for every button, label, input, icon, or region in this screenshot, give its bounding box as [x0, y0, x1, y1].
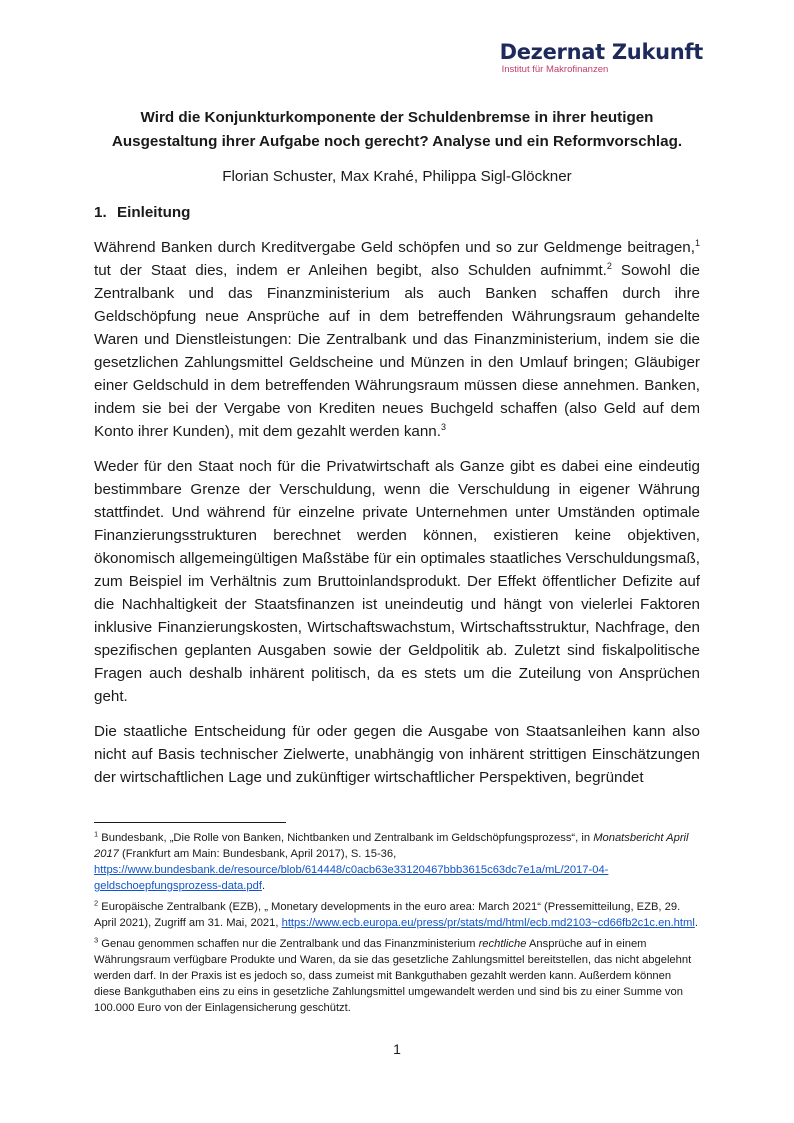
footnote-2-text: Europäische Zentralbank (EZB), „ Monetary developments in the euro area: March 2021“ (Pressemitteilung, EZB, 29. April 2021), Zugriff am 31. Mai, 2021,	[94, 901, 681, 929]
page-number: 1	[393, 1041, 401, 1057]
title-line-1: Wird die Konjunkturkomponente der Schuldenbremse in ihrer heutigen	[140, 109, 654, 126]
paragraph-3: Die staatliche Entscheidung für oder gegen die Ausgabe von Staatsanleihen kann also nicht auf Basis technischer Zielwerte, unabhängig von inhärent strittigen Einschätzungen der wirtschaftlichen Lage und zukünftiger wirtschaftlicher Perspektiven, begründet	[94, 723, 700, 786]
footnote-2-end: .	[694, 917, 698, 929]
footnote-1-number: 1	[94, 829, 99, 839]
title-line-2: Ausgestaltung ihrer Aufgabe noch gerecht? Analyse und ein Reformvorschlag.	[111, 133, 683, 150]
paragraph-2: Weder für den Staat noch für die Privatwirtschaft als Ganze gibt es dabei eine eindeutig bestimmbare Grenze der Verschuldung, wenn die Verschuldung in eigener Währung stattfindet. Und während für einzelne private Unternehmen unter Umständen optimale Finanzierungsstrukturen berechnet werden können, existieren keine objektiven, ökonomisch allgemeingültigen Maßstäbe für ein optimales staatliches Verschuldungsmaß, zum Beispiel im Verhältnis zum Bruttoinlandsprodukt. Der Effekt öffentlicher Defizite auf die Nachhaltigkeit der Staatsfinanzen ist uneindeutig und hängt von vielerlei Faktoren inklusive Finanzierungskosten, Wirtschaftswachstum, Wirtschaftsstruktur, Nachfrage, den spezifischen geplanten Ausgaben sowie der Geldpolitik ab. Zuletzt sind fiskalpolitische Fragen auch deshalb inhärent politisch, da es stets um die Zuteilung von Ansprüchen geht.	[94, 458, 700, 705]
footnote-3-text-b: Ansprüche auf in einem Währungsraum verfügbare Produkte und Waren, da sie das gesetzliche Zahlungsmittel bereitstellen, das nicht abgelehnt werden darf. In der Praxis ist es jedoch so, dass zumeist mit Bankguthaben gezahlt werden kann. Außerdem können diese Bankguthaben eins zu eins in gesetzliche Zahlungsmittel umgewandelt werden und sind bis zu einer Summe von 100.000 Euro von der Einlagensicherung geschützt.	[94, 938, 692, 1014]
document-title	[94, 106, 700, 154]
paragraph-1-text-b: tut der Staat dies, indem er Anleihen begibt, also Schulden aufnimmt.	[94, 262, 607, 279]
footnote-divider	[94, 822, 286, 823]
footnote-1-end: .	[261, 880, 266, 892]
footnote-2-number: 2	[94, 898, 99, 908]
footnote-1	[94, 830, 700, 894]
paragraph-1	[94, 236, 700, 443]
section-title: Einleitung	[117, 204, 191, 221]
footnote-1-text-b: (Frankfurt am Main: Bundesbank, April 2017), S. 15-36,	[118, 848, 397, 860]
paragraph-1-text-c: Sowohl die Zentralbank und das Finanzministerium als auch Banken schaffen durch ihre Geldschöpfung neue Ansprüche auf in dem betreffenden Währungsraum gehandelte Waren und Dienstleistungen: Die Zentralbank und das Finanzministerium, indem sie die gesetzlichen Zahlungsmittel Geldscheine und Münzen in den Umlauf bringen; Gläubiger einer Geldschuld in dem betreffenden Währungsraum müssen diese annehmen. Banken, indem sie bei der Vergabe von Krediten neues Buchgeld schaffen (also Geld auf dem Konto ihrer Kunden), mit dem gezahlt werden kann.	[94, 262, 700, 440]
footnote-3-number: 3	[94, 935, 99, 945]
footnote-3-text-a: Genau genommen schaffen nur die Zentralbank und das Finanzministerium	[98, 938, 479, 950]
logo-subtitle: Institut für Makrofinanzen	[501, 64, 609, 75]
footnote-3-italic: rechtliche	[478, 938, 527, 950]
footnote-1-link[interactable]	[94, 864, 608, 892]
footnotes	[94, 830, 700, 1021]
footnote-ref-3[interactable]: 3	[440, 421, 446, 432]
footnote-2	[94, 899, 700, 931]
footnote-1-text-a: Bundesbank, „Die Rolle von Banken, Nichtbanken und Zentralbank im Geldschöpfungsprozess“, in	[98, 832, 594, 844]
authors: Florian Schuster, Max Krahé, Philippa Sigl-Glöckner	[222, 168, 572, 185]
logo	[500, 40, 703, 75]
section-heading	[94, 201, 190, 225]
logo-name: Dezernat Zukunft	[499, 40, 703, 64]
section-number: 1.	[94, 204, 107, 221]
footnote-ref-2[interactable]: 2	[606, 260, 612, 271]
body-text	[94, 236, 700, 801]
footnote-ref-1[interactable]: 1	[694, 237, 700, 248]
footnote-3	[94, 936, 700, 1016]
paragraph-1-text-a: Während Banken durch Kreditvergabe Geld schöpfen und so zur Geldmenge beitragen,	[94, 239, 695, 256]
footnote-1-link-line-1[interactable]: https://www.bundesbank.de/resource/blob/614448/c0acb63e33120467bbb3615c63dc7e1a/mL/2017-04-	[94, 864, 609, 876]
footnote-1-link-line-2[interactable]: geldschoepfungsprozess-data.pdf	[94, 880, 262, 892]
footnote-2-link[interactable]: https://www.ecb.europa.eu/press/pr/stats/md/html/ecb.md2103~cd66fb2c1c.en.html	[281, 917, 695, 929]
footnote-1-italic: Monatsbericht April 2017	[94, 832, 689, 860]
